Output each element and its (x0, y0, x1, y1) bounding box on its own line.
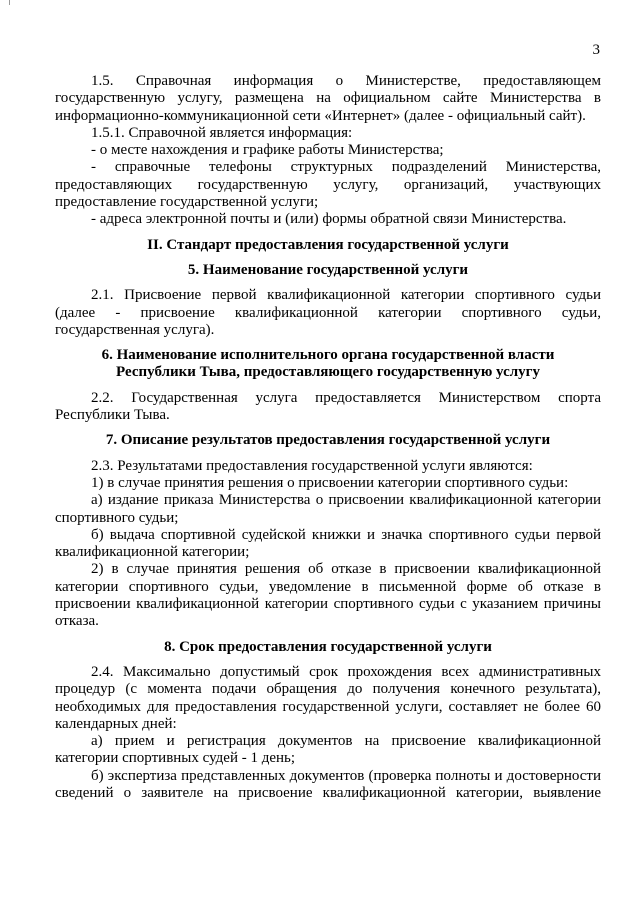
paragraph-2-4: 2.4. Максимально допустимый срок прохождения всех административных процедур (с момента подачи обращения до получения конечного результата), необходимых для предоставления государственной услуги, составляет не более 60 календарных дней: (55, 663, 601, 732)
document-body (55, 73, 601, 802)
heading-5: 5. Наименование государственной услуги (187, 261, 469, 278)
paragraph-2-4-a: а) прием и регистрация документов на присвоение квалификационной категории спортивных судей - 1 день; (55, 733, 601, 767)
paragraph-1-5-1: 1.5.1. Справочной является информация: (91, 124, 353, 141)
paragraph-2-3-1: 1) в случае принятия решения о присвоении категории спортивного судьи: (91, 474, 569, 491)
paragraph-2-3: 2.3. Результатами предоставления государственной услуги являются: (91, 457, 533, 474)
heading-8: 8. Срок предоставления государственной услуги (164, 638, 492, 655)
paragraph-2-3-a: а) издание приказа Министерства о присвоении квалификационной категории спортивного судьи; (55, 492, 601, 526)
paragraph-2-2: 2.2. Государственная услуга предоставляется Министерством спорта Республики Тыва. (55, 389, 601, 424)
heading-7: 7. Описание результатов предоставления государственной услуги (105, 432, 551, 449)
paragraph-2-3-b: б) выдача спортивной судейской книжки и значка спортивного судьи первой квалификационной категории; (55, 526, 601, 561)
heading-6-line-1: 6. Наименование исполнительного органа государственной власти (101, 347, 555, 364)
paragraph-2-3-2: 2) в случае принятия решения об отказе в присвоении квалификационной категории спортивного судьи, уведомление в письменной форме об отказе в присвоении квалификационной категории спортивного судьи с указанием причины отказа. (55, 561, 601, 630)
paragraph-phones: - справочные телефоны структурных подразделений Министерства, предоставляющих государственную услугу, организаций, участвующих предоставление государственной услуги; (55, 159, 601, 211)
paragraph-email: - адреса электронной почты и (или) формы обратной связи Министерства. (91, 211, 567, 228)
page-number: 3 (592, 42, 600, 58)
heading-6-line-2: Республики Тыва, предоставляющего государственную услугу (116, 364, 540, 381)
paragraph-location: - о месте нахождения и графике работы Министерства; (91, 142, 444, 159)
paragraph-2-4-b: б) экспертиза представленных документов (проверка полноты и достоверности сведений о заявителе на присвоение квалификационной категории, выявление (55, 767, 601, 801)
paragraph-2-1: 2.1. Присвоение первой квалификационной категории спортивного судьи (далее - присвоение квалификационной категории спортивного судьи, государственная услуга). (55, 287, 601, 338)
paragraph-1-5: 1.5. Справочная информация о Министерстве, предоставляющем государственную услугу, размещена на официальном сайте Министерства в информационно-коммуникационной сети «Интернет» (далее - официальный сайт). (55, 73, 601, 124)
scan-corner-mark (0, 0, 10, 5)
heading-section-2: II. Стандарт предоставления государственной услуги (147, 236, 509, 253)
